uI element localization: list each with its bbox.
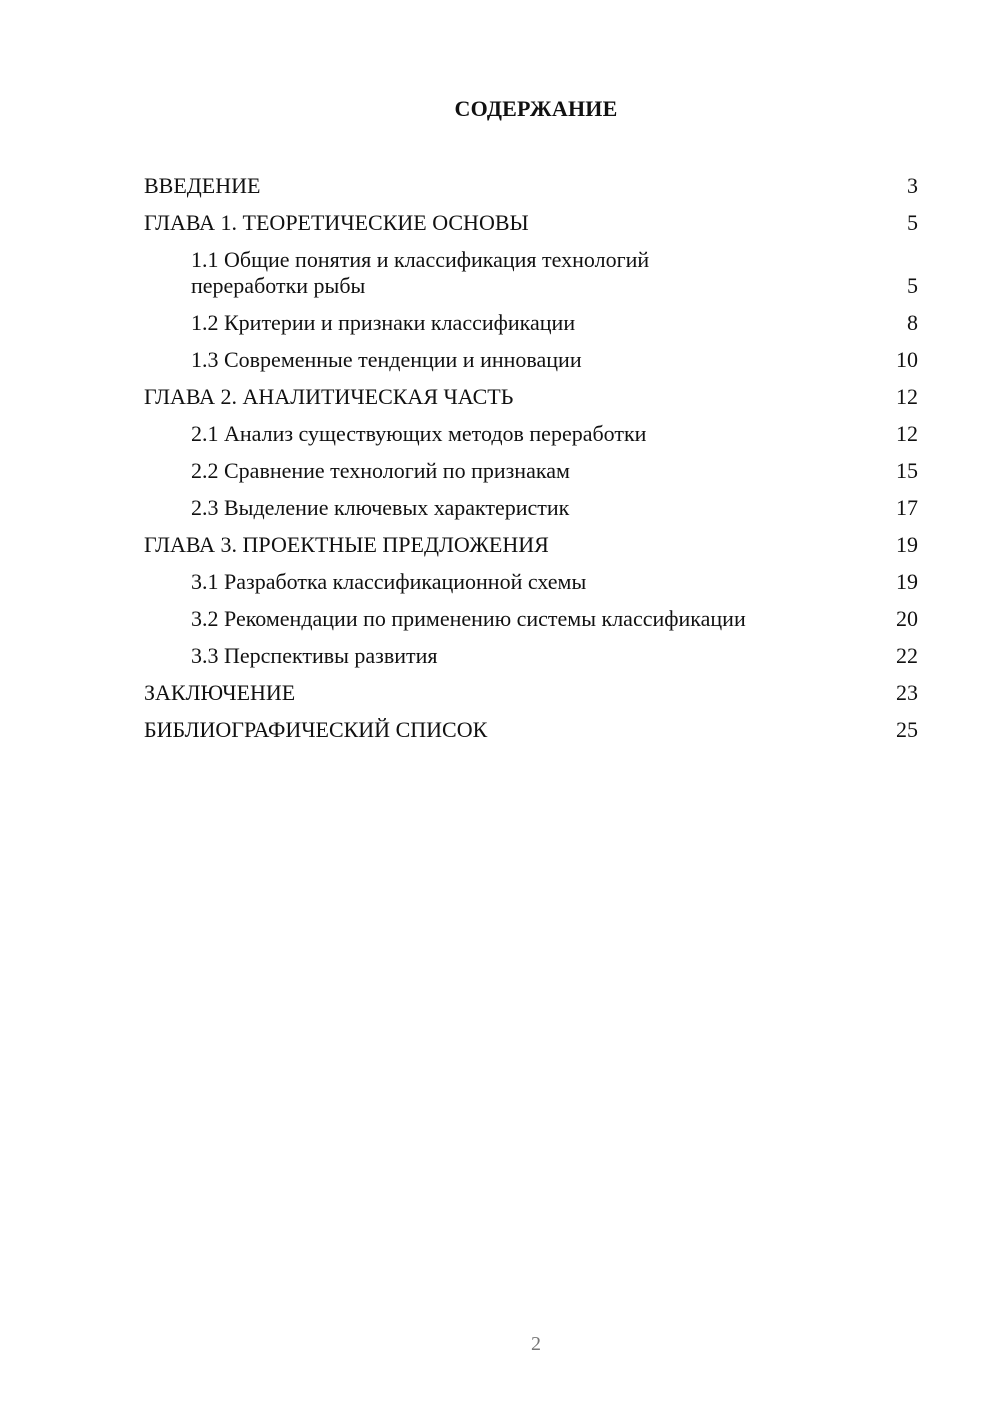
toc-entry-chapter-2[interactable] [144,379,918,416]
toc-entry-text: 3.2 Рекомендации по применению системы классификации [191,606,746,631]
toc-entry-page: 12 [896,384,918,409]
toc-entry-introduction[interactable] [144,168,918,205]
toc-entry-page: 5 [907,210,918,235]
toc-entry-page: 22 [896,643,918,668]
toc-entry-page: 20 [896,606,918,631]
toc-entry-section-1-3[interactable] [144,342,918,379]
toc-entry-section-3-3[interactable] [144,638,918,675]
toc-entry-text: 1.3 Современные тенденции и инновации [191,347,582,372]
toc-entry-page: 19 [896,569,918,594]
toc-entry-section-2-1[interactable] [144,416,918,453]
toc-entry-page: 25 [896,717,918,742]
toc-entry-section-2-2[interactable] [144,453,918,490]
toc-entry-text: 2.1 Анализ существующих методов переработки [191,421,647,446]
toc-entry-text: ЗАКЛЮЧЕНИЕ [144,680,296,705]
toc-entry-text: 3.3 Перспективы развития [191,643,438,668]
toc-entry-page: 19 [896,532,918,557]
toc-entry-page: 17 [896,495,918,520]
toc-title: СОДЕРЖАНИЕ [454,96,618,121]
toc-entry-page: 8 [907,310,918,335]
toc-entry-chapter-1[interactable] [144,205,918,242]
toc-entry-text: ГЛАВА 2. АНАЛИТИЧЕСКАЯ ЧАСТЬ [144,384,514,409]
toc-entry-page: 12 [896,421,918,446]
toc-entry-section-1-1[interactable] [144,242,918,305]
toc-entry-text: 1.2 Критерии и признаки классификации [191,310,576,335]
toc-entry-page: 23 [896,680,918,705]
page-number: 2 [531,1333,541,1355]
toc-entry-page: 5 [907,273,918,298]
toc-entry-text: 2.3 Выделение ключевых характеристик [191,495,570,520]
toc-entry-conclusion[interactable] [144,675,918,712]
toc-entry-page: 10 [896,347,918,372]
toc-entry-section-2-3[interactable] [144,490,918,527]
toc-entry-section-3-1[interactable] [144,564,918,601]
toc-entry-page: 3 [907,173,918,198]
toc-entry-text: ГЛАВА 3. ПРОЕКТНЫЕ ПРЕДЛОЖЕНИЯ [144,532,549,557]
toc-entry-text: 3.1 Разработка классификационной схемы [191,569,587,594]
toc-entry-bibliography[interactable] [144,712,918,749]
toc-entry-section-1-2[interactable] [144,305,918,342]
toc-entry-text: БИБЛИОГРАФИЧЕСКИЙ СПИСОК [144,717,488,742]
toc-entry-section-3-2[interactable] [144,601,918,638]
table-of-contents [144,168,918,749]
toc-entry-text: ВВЕДЕНИЕ [144,173,261,198]
toc-entry-chapter-3[interactable] [144,527,918,564]
toc-entry-text: ГЛАВА 1. ТЕОРЕТИЧЕСКИЕ ОСНОВЫ [144,210,529,235]
toc-entry-text: 1.1 Общие понятия и классификация технологий переработки рыбы [191,247,650,298]
toc-entry-text: 2.2 Сравнение технологий по признакам [191,458,570,483]
toc-entry-page: 15 [896,458,918,483]
